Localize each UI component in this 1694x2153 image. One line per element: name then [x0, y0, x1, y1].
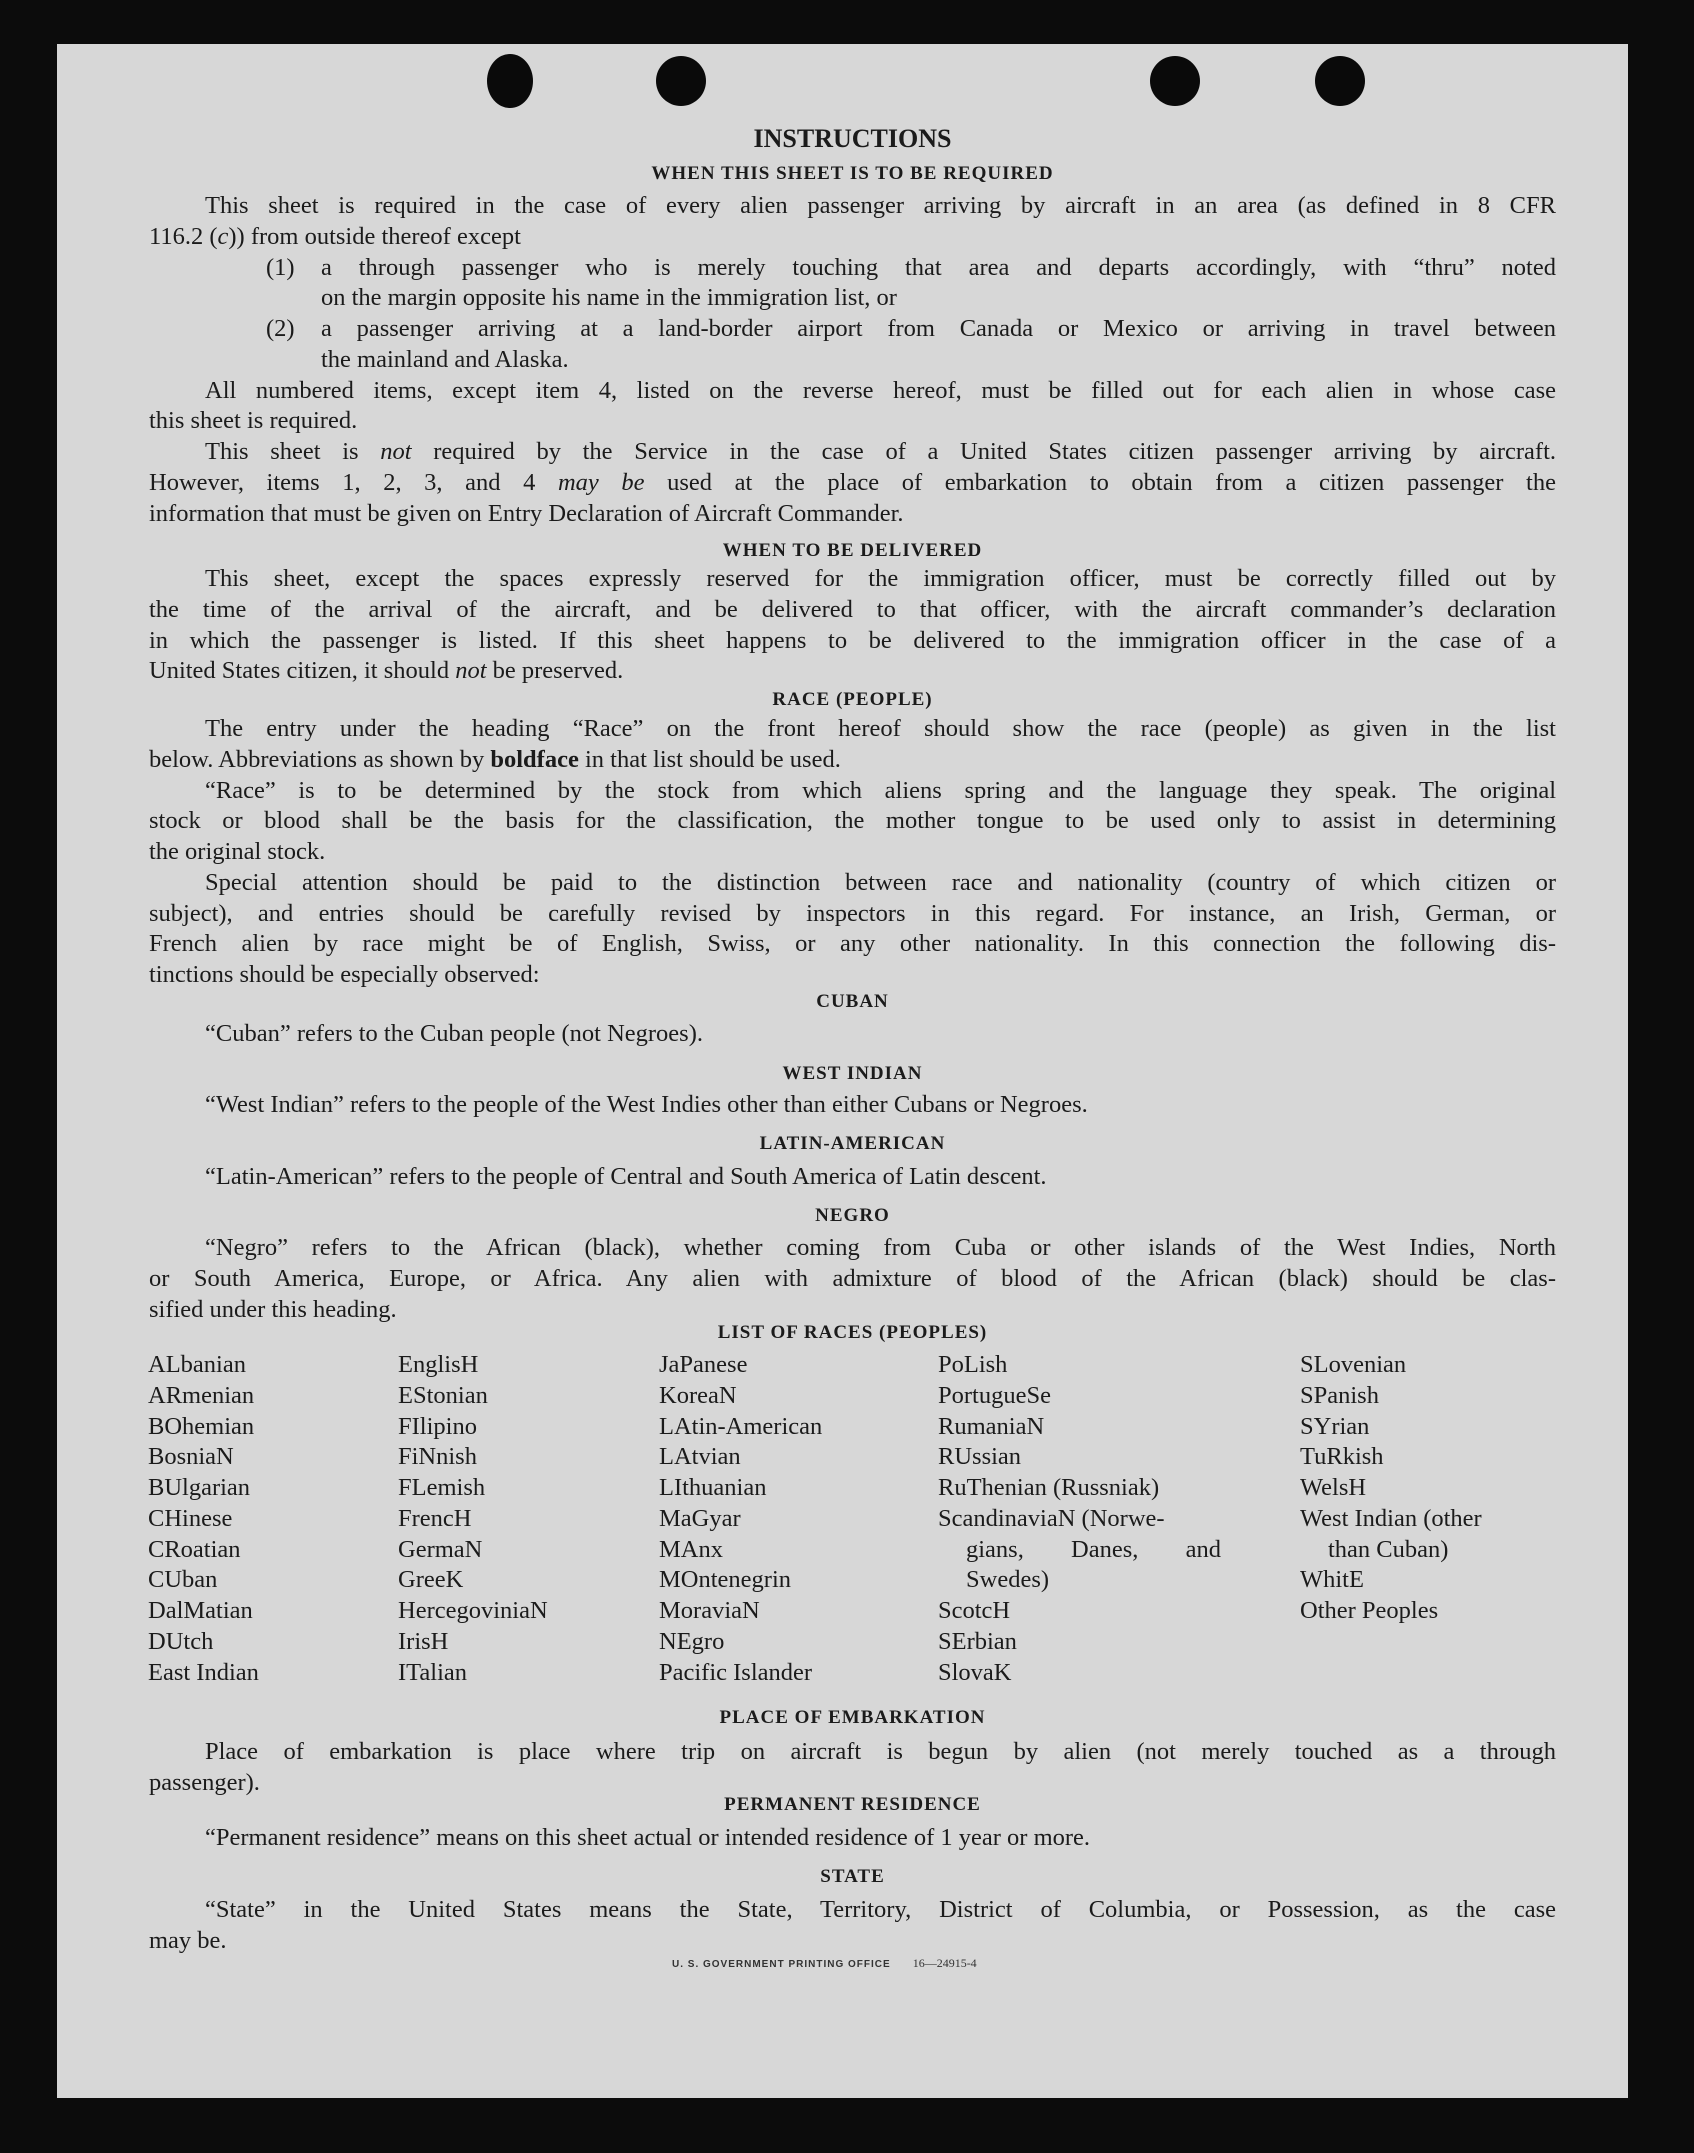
- race-item: PoLish: [938, 1351, 1008, 1378]
- item-number: (1): [266, 253, 295, 281]
- race-item: MaGyar: [659, 1504, 741, 1532]
- race-item: East Indian: [148, 1658, 259, 1686]
- text-line: This sheet, except the spaces expressly reserved for the immigration officer, must be correctly filled out by: [205, 565, 1556, 592]
- race-item: DalMatian: [148, 1597, 253, 1624]
- section-heading-cuban: CUBAN: [816, 991, 889, 1012]
- section-heading-state: STATE: [820, 1866, 885, 1887]
- text: below. Abbreviations as shown by: [149, 745, 491, 773]
- race-item: FLemish: [398, 1474, 486, 1501]
- text-line: This sheet is required in the case of every alien passenger arriving by aircraft in an area (as defined in 8 CFR: [205, 192, 1556, 219]
- race-item: LIthuanian: [659, 1474, 767, 1501]
- italic-text: not: [380, 438, 412, 465]
- text-line: [149, 745, 1556, 776]
- race-item: HercegoviniaN: [398, 1597, 548, 1624]
- form-code: 16—24915-4: [912, 1956, 977, 1970]
- races-column: [1300, 1350, 1551, 1627]
- section-state: [149, 1895, 1556, 1957]
- section-embarkation: [149, 1737, 1556, 1799]
- text-line: [149, 468, 1556, 499]
- text: be preserved.: [486, 657, 624, 685]
- race-item: gians, Danes, and: [966, 1535, 1221, 1563]
- text-line: All numbered items, except item 4, listed on the reverse hereof, must be filled out for each alien in whose case: [205, 376, 1556, 404]
- punch-hole: [1315, 56, 1365, 106]
- section-delivered: [149, 564, 1556, 687]
- text-line: “Negro” refers to the African (black), whether coming from Cuba or other islands of the West Indies, North: [205, 1234, 1556, 1261]
- race-item: SlovaK: [938, 1658, 1012, 1686]
- race-item: IrisH: [398, 1627, 449, 1655]
- race-item: WhitE: [1300, 1566, 1364, 1594]
- text-line: French alien by race might be of English, Swiss, or any other nationality. In this connection the following dis-: [149, 930, 1556, 958]
- race-item: MoraviaN: [659, 1597, 760, 1624]
- text-line: subject), and entries should be carefully revised by inspectors in this regard. For instance, an Irish, German, or: [149, 899, 1556, 927]
- section-heading-west-indian: WEST INDIAN: [782, 1063, 923, 1084]
- race-item: ScandinaviaN (Norwe-: [938, 1504, 1165, 1532]
- race-item: RuThenian (Russniak): [938, 1474, 1160, 1501]
- text-line: information that must be given on Entry Declaration of Aircraft Commander.: [149, 499, 904, 527]
- race-item: RumaniaN: [938, 1412, 1045, 1440]
- race-item: BosniaN: [148, 1443, 234, 1471]
- printer-imprint: [672, 1956, 977, 1971]
- race-item: NEgro: [659, 1627, 725, 1655]
- race-item: MAnx: [659, 1535, 723, 1563]
- text-line: Special attention should be paid to the distinction between race and nationality (country of which citizen or: [205, 868, 1556, 896]
- text-line: [149, 656, 1556, 687]
- race-item: CHinese: [148, 1504, 233, 1532]
- races-column: [938, 1350, 1221, 1688]
- text-line: or South America, Europe, or Africa. Any alien with admixture of blood of the African (black) should be clas-: [149, 1264, 1556, 1292]
- text-line: the time of the arrival of the aircraft, and be delivered to that officer, with the aircraft commander’s declaration: [149, 595, 1556, 623]
- section-race: [149, 714, 1556, 991]
- race-item: West Indian (other: [1300, 1504, 1482, 1532]
- race-item: SErbian: [938, 1627, 1017, 1655]
- text: a through passenger who is merely touching that area and departs accordingly, with “thru” noted: [321, 253, 1556, 281]
- race-item: FiNnish: [398, 1443, 477, 1471]
- text-line: Place of embarkation is place where trip on aircraft is begun by alien (not merely touched as a through: [205, 1738, 1556, 1765]
- text-line: the original stock.: [149, 838, 326, 865]
- list-item-1: [149, 253, 1556, 284]
- race-item: SLovenian: [1300, 1351, 1407, 1378]
- text-line: “Latin-American” refers to the people of Central and South America of Latin descent.: [205, 1163, 1047, 1190]
- race-item: SYrian: [1300, 1412, 1370, 1440]
- race-item: FrencH: [398, 1504, 472, 1532]
- text: required by the Service in the case of a United States citizen passenger arriving by aircraft.: [411, 438, 1556, 465]
- race-item: MOntenegrin: [659, 1566, 791, 1594]
- races-column: [148, 1350, 388, 1688]
- item-number: (2): [266, 315, 295, 342]
- text-line: sified under this heading.: [149, 1295, 397, 1323]
- text-line: stock or blood shall be the basis for the classification, the mother tongue to be used only to assist in determining: [149, 807, 1556, 835]
- race-item: PortugueSe: [938, 1381, 1051, 1409]
- race-item: CUban: [148, 1566, 218, 1594]
- bold-text: boldface: [490, 745, 579, 773]
- race-item: RUssian: [938, 1443, 1022, 1471]
- race-item: SPanish: [1300, 1381, 1379, 1409]
- text: United States citizen, it should: [149, 657, 456, 685]
- race-item: BUlgarian: [148, 1474, 251, 1501]
- section-heading-required: WHEN THIS SHEET IS TO BE REQUIRED: [651, 163, 1054, 184]
- race-item: ALbanian: [148, 1351, 246, 1378]
- race-item: ITalian: [398, 1658, 468, 1686]
- text: in that list should be used.: [578, 745, 841, 773]
- races-column: [398, 1350, 648, 1688]
- race-item: FIlipino: [398, 1412, 477, 1440]
- race-item: DUtch: [148, 1627, 214, 1655]
- race-item: GermaN: [398, 1535, 483, 1563]
- race-item: CRoatian: [148, 1535, 241, 1563]
- text-line: in which the passenger is listed. If this sheet happens to be delivered to the immigration officer in the case of a: [149, 626, 1556, 654]
- section-negro: [149, 1233, 1556, 1325]
- text-line: “Cuban” refers to the Cuban people (not Negroes).: [205, 1020, 703, 1047]
- printer-name: U. S. GOVERNMENT PRINTING OFFICE: [672, 1959, 891, 1970]
- italic-text: c: [217, 222, 229, 250]
- text-line: tinctions should be especially observed:: [149, 961, 540, 988]
- text: a passenger arriving at a land-border airport from Canada or Mexico or arriving in travel between: [321, 315, 1556, 342]
- page-title: INSTRUCTIONS: [753, 124, 952, 153]
- race-item: GreeK: [398, 1566, 464, 1594]
- section-heading-races-list: LIST OF RACES (PEOPLES): [717, 1322, 988, 1343]
- race-item: KoreaN: [659, 1381, 737, 1409]
- text-line: “Race” is to be determined by the stock from which aliens spring and the language they speak. The original: [205, 776, 1556, 804]
- race-item: ScotcH: [938, 1597, 1011, 1624]
- race-item: LAtvian: [659, 1443, 741, 1471]
- section-heading-embarkation: PLACE OF EMBARKATION: [719, 1707, 986, 1728]
- text-line: [149, 437, 1556, 468]
- section-heading-delivered: WHEN TO BE DELIVERED: [722, 540, 983, 561]
- italic-text: may be: [557, 468, 645, 496]
- section-heading-latin-american: LATIN-AMERICAN: [759, 1133, 946, 1154]
- text-line: passenger).: [149, 1768, 260, 1796]
- text-line: “West Indian” refers to the people of the West Indies other than either Cubans or Negroes.: [205, 1091, 1088, 1118]
- text: )) from outside thereof except: [228, 222, 521, 250]
- race-item: Other Peoples: [1300, 1597, 1439, 1624]
- text: used at the place of embarkation to obtain from a citizen passenger the: [644, 468, 1556, 496]
- race-item: EnglisH: [398, 1351, 479, 1378]
- punch-hole: [656, 56, 706, 106]
- race-item: than Cuban): [1328, 1535, 1449, 1563]
- section-heading-residence: PERMANENT RESIDENCE: [724, 1794, 981, 1815]
- section-heading-race: RACE (PEOPLE): [772, 689, 933, 710]
- race-item: LAtin-American: [659, 1412, 823, 1440]
- text-line: [149, 222, 1556, 253]
- text-line: may be.: [149, 1926, 227, 1954]
- text-line: “Permanent residence” means on this sheet actual or intended residence of 1 year or more.: [205, 1824, 1091, 1851]
- text-line: on the margin opposite his name in the immigration list, or: [321, 284, 897, 312]
- text: This sheet is: [205, 438, 381, 465]
- race-item: BOhemian: [148, 1412, 255, 1440]
- section-required: [149, 191, 1556, 529]
- text-line: The entry under the heading “Race” on the front hereof should show the race (people) as given in the list: [205, 715, 1556, 742]
- race-item: Pacific Islander: [659, 1658, 813, 1686]
- race-item: ARmenian: [148, 1381, 255, 1409]
- text: 116.2 (: [149, 222, 218, 250]
- text-line: the mainland and Alaska.: [321, 345, 569, 373]
- races-column: [659, 1350, 929, 1688]
- list-item-2: [149, 314, 1556, 345]
- section-heading-negro: NEGRO: [815, 1205, 890, 1226]
- italic-text: not: [455, 657, 487, 685]
- race-item: WelsH: [1300, 1474, 1367, 1501]
- race-item: TuRkish: [1300, 1443, 1384, 1471]
- text-line: this sheet is required.: [149, 407, 358, 435]
- race-item: JaPanese: [659, 1351, 748, 1378]
- text: However, items 1, 2, 3, and 4: [149, 468, 558, 496]
- race-item: EStonian: [398, 1381, 488, 1409]
- race-item: Swedes): [966, 1566, 1050, 1594]
- text-line: “State” in the United States means the State, Territory, District of Columbia, or Possession, as the case: [205, 1896, 1556, 1923]
- punch-hole: [1150, 56, 1200, 106]
- punch-hole: [487, 54, 533, 108]
